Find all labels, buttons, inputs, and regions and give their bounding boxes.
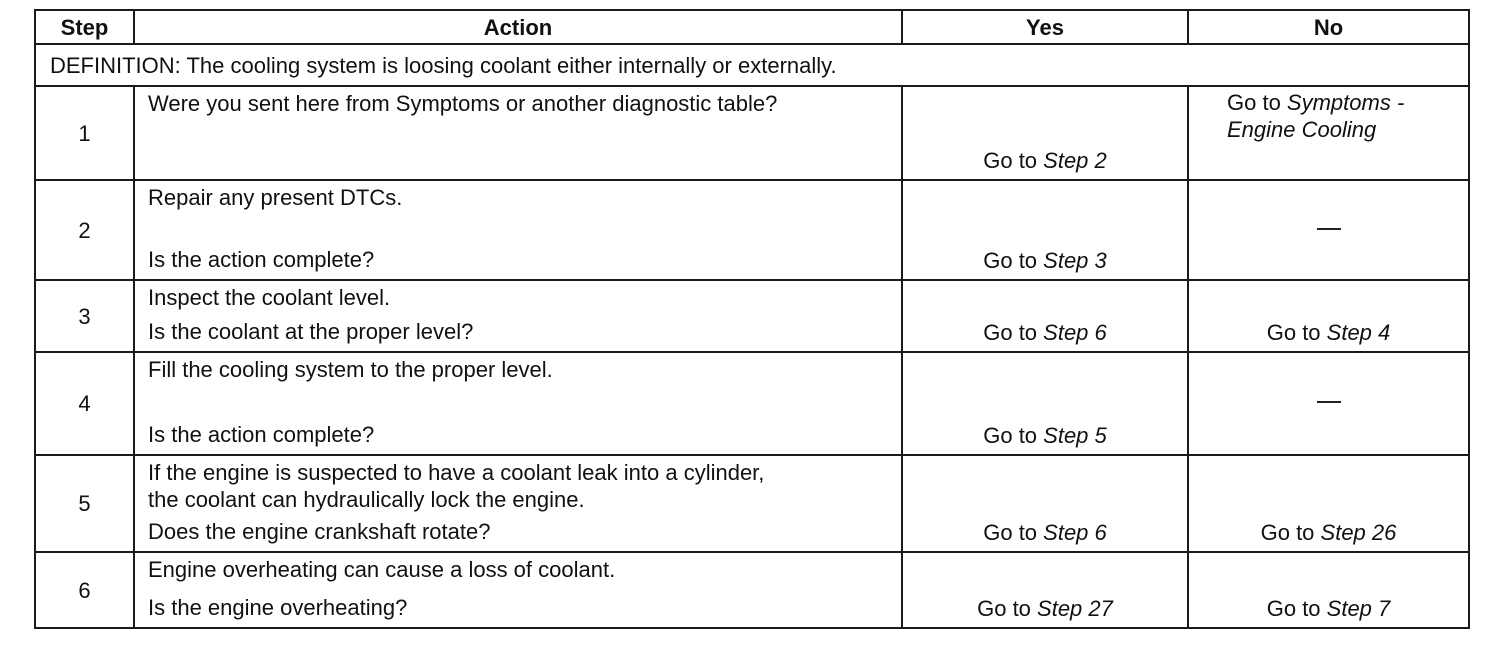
no-cell bbox=[1188, 280, 1469, 352]
action-text-cont: the coolant can hydraulically lock the engine. bbox=[148, 487, 585, 512]
action-text: Fill the cooling system to the proper level. bbox=[148, 357, 553, 382]
no-cell bbox=[1188, 552, 1469, 628]
diagnostic-table bbox=[34, 9, 1470, 629]
action-question: Is the coolant at the proper level? bbox=[148, 319, 474, 344]
no-prefix: Go to bbox=[1266, 320, 1327, 345]
header-action: Action bbox=[134, 10, 902, 44]
no-step-link: Step 4 bbox=[1326, 320, 1391, 345]
no-prefix: Go to bbox=[1266, 596, 1327, 621]
action-cell bbox=[134, 86, 902, 180]
no-step-link: Step 26 bbox=[1320, 520, 1397, 545]
step-number: 3 bbox=[35, 280, 134, 352]
yes-prefix: Go to bbox=[983, 320, 1044, 345]
yes-cell bbox=[902, 552, 1188, 628]
no-step-link: Step 7 bbox=[1326, 596, 1391, 621]
action-cell bbox=[134, 280, 902, 352]
yes-step-link: Step 27 bbox=[1037, 596, 1113, 621]
table-row bbox=[35, 552, 1469, 628]
no-step-link-cont: Engine Cooling bbox=[1227, 117, 1377, 142]
yes-cell bbox=[902, 180, 1188, 280]
yes-prefix: Go to bbox=[983, 148, 1044, 173]
step-number: 5 bbox=[35, 455, 134, 552]
action-question: Is the action complete? bbox=[148, 422, 375, 447]
yes-cell bbox=[902, 352, 1188, 455]
action-text: If the engine is suspected to have a coolant leak into a cylinder, bbox=[148, 460, 765, 485]
action-text: Were you sent here from Symptoms or another diagnostic table? bbox=[148, 91, 778, 116]
header-yes: Yes bbox=[902, 10, 1188, 44]
action-cell bbox=[134, 180, 902, 280]
action-cell bbox=[134, 455, 902, 552]
definition-row bbox=[35, 44, 1469, 86]
yes-step-link: Step 6 bbox=[1043, 320, 1107, 345]
yes-cell bbox=[902, 455, 1188, 552]
yes-prefix: Go to bbox=[983, 520, 1044, 545]
yes-step-link: Step 6 bbox=[1043, 520, 1107, 545]
definition-text: DEFINITION: The cooling system is loosing coolant either internally or externally. bbox=[35, 44, 1469, 86]
not-applicable-dash bbox=[1317, 228, 1341, 230]
yes-cell bbox=[902, 86, 1188, 180]
action-text: Engine overheating can cause a loss of coolant. bbox=[148, 557, 616, 582]
action-cell bbox=[134, 352, 902, 455]
table-row bbox=[35, 455, 1469, 552]
header-row bbox=[35, 10, 1469, 44]
header-step: Step bbox=[35, 10, 134, 44]
header-no: No bbox=[1188, 10, 1469, 44]
yes-prefix: Go to bbox=[983, 423, 1044, 448]
action-text: Repair any present DTCs. bbox=[148, 185, 403, 210]
no-cell bbox=[1188, 180, 1469, 280]
no-prefix: Go to bbox=[1227, 90, 1287, 115]
action-text: Inspect the coolant level. bbox=[148, 285, 391, 310]
action-question: Does the engine crankshaft rotate? bbox=[148, 519, 491, 544]
step-number: 4 bbox=[35, 352, 134, 455]
step-number: 6 bbox=[35, 552, 134, 628]
action-question: Is the engine overheating? bbox=[148, 595, 408, 620]
yes-step-link: Step 3 bbox=[1043, 248, 1107, 273]
table-row bbox=[35, 86, 1469, 180]
step-number: 1 bbox=[35, 86, 134, 180]
no-step-link: Symptoms - bbox=[1286, 90, 1405, 115]
no-cell bbox=[1188, 455, 1469, 552]
no-cell bbox=[1188, 352, 1469, 455]
yes-cell bbox=[902, 280, 1188, 352]
no-prefix: Go to bbox=[1260, 520, 1321, 545]
action-question: Is the action complete? bbox=[148, 247, 375, 272]
yes-step-link: Step 2 bbox=[1043, 148, 1107, 173]
yes-step-link: Step 5 bbox=[1043, 423, 1107, 448]
table-row bbox=[35, 352, 1469, 455]
no-cell bbox=[1188, 86, 1469, 180]
action-cell bbox=[134, 552, 902, 628]
table-row bbox=[35, 180, 1469, 280]
not-applicable-dash bbox=[1317, 401, 1341, 403]
table-row bbox=[35, 280, 1469, 352]
step-number: 2 bbox=[35, 180, 134, 280]
yes-prefix: Go to bbox=[983, 248, 1044, 273]
yes-prefix: Go to bbox=[977, 596, 1038, 621]
